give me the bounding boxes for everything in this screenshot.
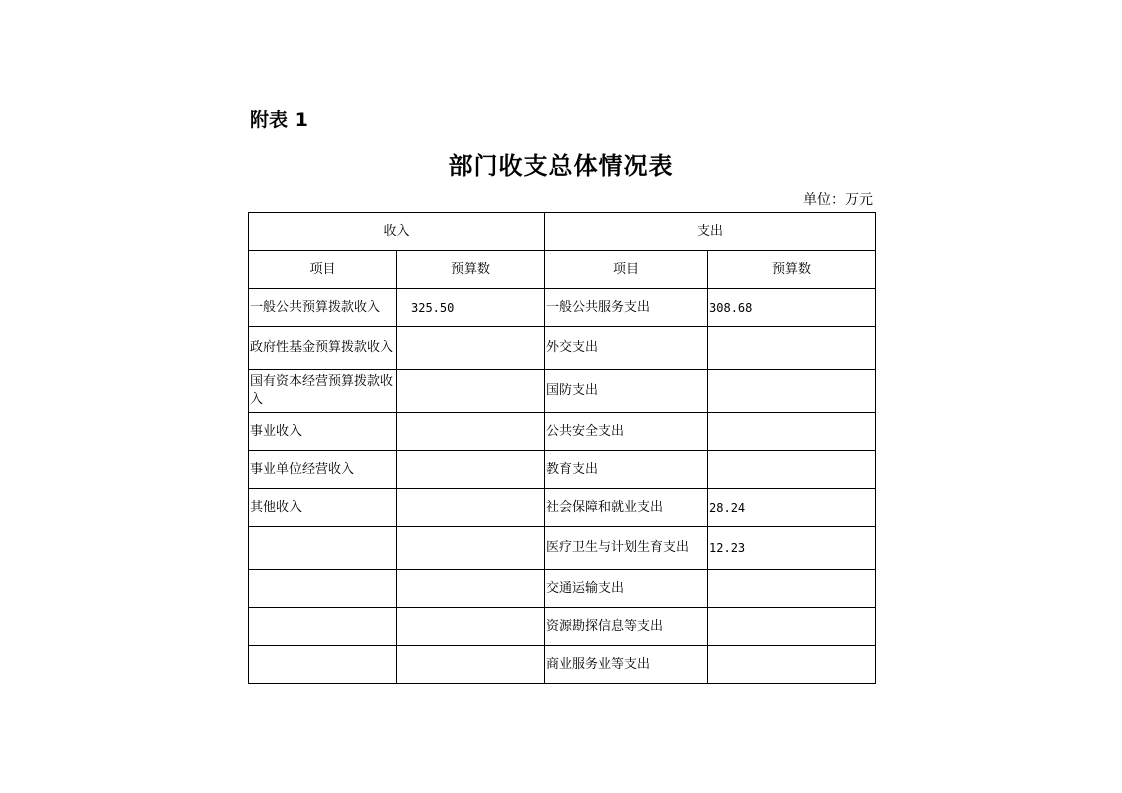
table-group-header-row [249,213,876,251]
expense-value: 12.23 [708,527,876,570]
table-row [249,646,876,684]
expense-value [708,570,876,608]
income-item [249,570,397,608]
income-item: 事业单位经营收入 [249,451,397,489]
table-row [249,608,876,646]
income-item: 其他收入 [249,489,397,527]
budget-table [248,212,876,684]
table-row [249,489,876,527]
attachment-label: 附表 1 [250,109,308,131]
income-item: 事业收入 [249,413,397,451]
expense-item-header: 项目 [545,251,708,289]
expense-item: 外交支出 [545,327,708,370]
expense-header: 支出 [545,213,876,251]
table-row [249,527,876,570]
expense-budget-header: 预算数 [708,251,876,289]
expense-item: 社会保障和就业支出 [545,489,708,527]
income-value: 325.50 [397,289,545,327]
income-value [397,646,545,684]
income-value [397,370,545,413]
income-value [397,413,545,451]
income-item [249,527,397,570]
income-header: 收入 [249,213,545,251]
expense-value: 308.68 [708,289,876,327]
expense-value [708,370,876,413]
income-item [249,646,397,684]
expense-item: 交通运输支出 [545,570,708,608]
table-row [249,370,876,413]
expense-value [708,451,876,489]
unit-label: 单位：万元 [803,192,873,208]
table-row [249,289,876,327]
income-item [249,608,397,646]
income-budget-header: 预算数 [397,251,545,289]
income-item: 国有资本经营预算拨款收入 [249,370,397,413]
expense-item: 资源勘探信息等支出 [545,608,708,646]
table-row [249,413,876,451]
income-item: 一般公共预算拨款收入 [249,289,397,327]
table-row [249,451,876,489]
expense-value [708,413,876,451]
expense-item: 商业服务业等支出 [545,646,708,684]
income-value [397,327,545,370]
expense-value [708,327,876,370]
income-value [397,527,545,570]
page-title: 部门收支总体情况表 [448,151,674,180]
expense-value [708,646,876,684]
table-row [249,327,876,370]
income-item: 政府性基金预算拨款收入 [249,327,397,370]
expense-item: 一般公共服务支出 [545,289,708,327]
income-value [397,608,545,646]
expense-item: 公共安全支出 [545,413,708,451]
expense-value [708,608,876,646]
income-value [397,570,545,608]
table-column-header-row [249,251,876,289]
expense-value: 28.24 [708,489,876,527]
expense-item: 教育支出 [545,451,708,489]
income-value [397,451,545,489]
table-row [249,570,876,608]
income-value [397,489,545,527]
expense-item: 国防支出 [545,370,708,413]
income-item-header: 项目 [249,251,397,289]
expense-item: 医疗卫生与计划生育支出 [545,527,708,570]
